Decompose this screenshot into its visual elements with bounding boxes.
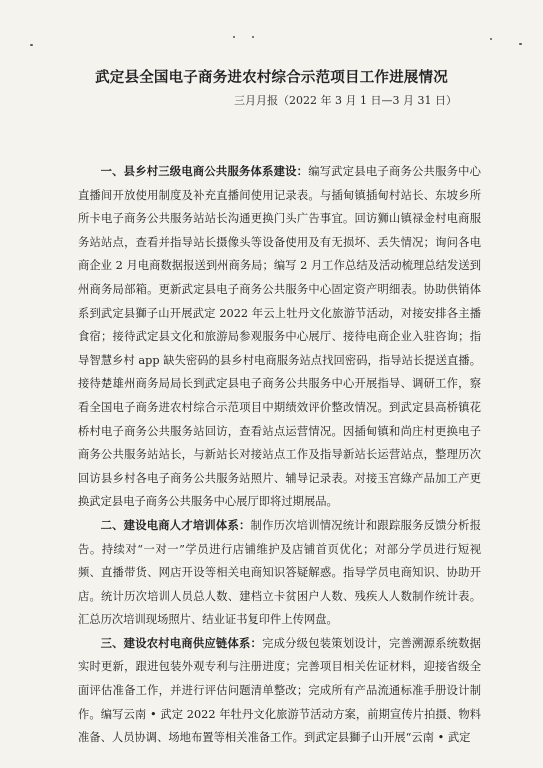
document-subtitle: 三月月报（2022 年 3 月 1 日—3 月 31 日） bbox=[234, 94, 457, 107]
document-title: 武定县全国电子商务进农村综合示范项目工作进展情况 bbox=[95, 69, 448, 86]
scan-speck bbox=[30, 44, 33, 46]
paragraph-text: 编写武定县电子商务公共服务中心直播间开放使用制度及补充直播间使用记录表。与插甸镇插甸村站长、东坡乡所所卡电子商务公共服务站站长沟通更换门头广告事宜。回访狮山镇禄金村电商服务站站点，查看并指导站长摄像头等设备使用及有无损坏、丢失情况；询问各电商企业 2 月电商数据报送到州商务局；编写 2 月工作总结及活动梳理总结发送到州商务局部箱。更新武定县电子商务公共服务中心固定资产明细表。协助供销体系到武定县獅子山开展武定 2022 年云上牡丹文化旅游节活动，对接安排各主播食宿；接待武定县文化和旅游局参观服务中心展厅、接待电商企业入驻咨询；指导智慧乡村 app 缺失密码的县乡村电商服务站点找回密码，指导站长提送直播。接待楚雄州商务局局长到武定县电子商务公共服务中心开展指导、调研工作，察看全国电子商务进农村综合示范项目中期绩效评价整改情况。到武定县高桥镇花桥村电子商务公共服务站回访，查看站点运营情况。因插甸镇和尚庄村更换电子商务公共服务站站长，与新站长对接站点工作及指导新站长运营站点，整理历次回访县乡村各电子商务公共服务站照片、辅导记录表。对接玉宫綠产品加工产更换武定县电子商务公共服务中心展厅即将过期展品。 bbox=[78, 165, 481, 509]
paragraph-heading: 二、建设电商人才培训体系： bbox=[100, 517, 251, 532]
scan-speck bbox=[252, 36, 254, 38]
paragraph-talent-training bbox=[78, 514, 481, 632]
document-body bbox=[78, 160, 481, 750]
scan-speck bbox=[233, 36, 235, 38]
scan-speck bbox=[519, 43, 522, 45]
paragraph-county-service-system bbox=[78, 160, 481, 514]
paragraph-supply-chain bbox=[78, 632, 481, 750]
paragraph-heading: 三、建设农村电商供应链体系： bbox=[100, 635, 263, 650]
paragraph-heading: 一、县乡村三级电商公共服务体系建设： bbox=[100, 164, 309, 178]
scan-speck bbox=[490, 38, 492, 40]
paragraph-text: 完成分级包装策划设计，完善溯源系统数据实时更新，跟进包装外观专利与注册进度；完善项目相关佐证材料，迎接省级全面评估准备工作，并进行评估问题清单整改；完成所有产品流通标准手册设计制作。编写云南 • 武定 2022 年牡丹文化旅游节活动方案，前期宣传片拍摄、物料准备、人员协调、场地布置等相关准备工作。到武定县獅子山开展“云南 • 武定 bbox=[78, 636, 481, 745]
paragraph-text: 制作历次培训情况统计和跟踪服务反馈分析报告。持续对“一对一”学员进行店铺维护及店铺首页优化；对部分学员进行短视频、直播带货、网店开设等相关电商知识答疑解惑。指导学员电商知识、协助开店。统计历次培训人员总人数、建档立卡贫困户人数、残疾人人数制作统计表。汇总历次培训现场照片、结业证书复印件上传网盘。 bbox=[78, 518, 481, 627]
